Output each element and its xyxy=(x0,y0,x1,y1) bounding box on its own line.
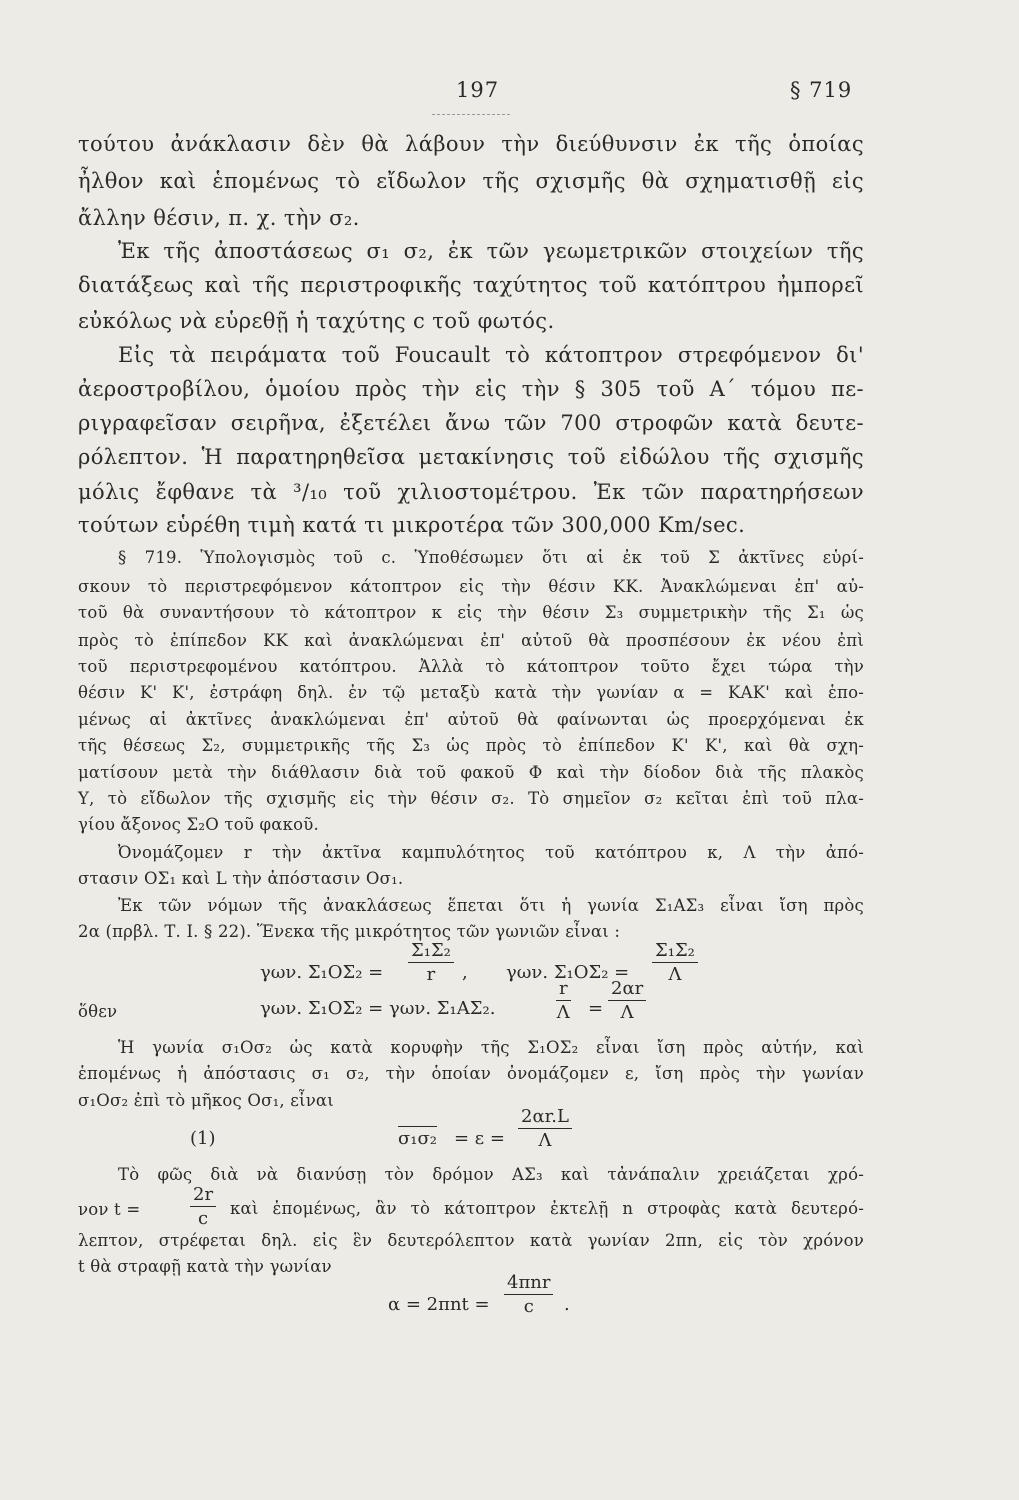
equation-angle-lambda: γων. Σ₁ΟΣ₂ = xyxy=(506,962,630,983)
distance-s1s2-wrap xyxy=(398,1130,437,1148)
final-period: . xyxy=(564,1294,570,1315)
text-line: Τὸ φῶς διὰ νὰ διανύσῃ τὸν δρόμον ΑΣ₃ καὶ τἀνάπαλιν χρειάζεται χρό- xyxy=(118,1165,864,1184)
text-line: Υ, τὸ εἴδωλον τῆς σχισμῆς εἰς τὴν θέσιν σ₂. Τὸ σημεῖον σ₂ κεῖται ἐπὶ τοῦ πλα- xyxy=(78,789,864,808)
numerator: Σ₁Σ₂ xyxy=(652,942,698,963)
text-line: ἑπομένως ἡ ἀπόστασις σ₁ σ₂, τὴν ὁποίαν ὀνομάζομεν ε, ἴση πρὸς τὴν γωνίαν xyxy=(78,1064,864,1083)
text-line: σ₁Οσ₂ ἐπὶ τὸ μῆκος Οσ₁, εἶναι xyxy=(78,1091,334,1110)
section-719-heading: § 719. Ὑπολογισμὸς τοῦ c. Ὑποθέσωμεν ὅτι αἱ ἐκ τοῦ Σ ἀκτῖνες εὑρί- xyxy=(118,548,864,567)
denominator: Λ xyxy=(556,1002,570,1023)
text-line: Ἐκ τῶν νόμων τῆς ἀνακλάσεως ἕπεται ὅτι ἡ γωνία Σ₁ΑΣ₃ εἶναι ἴση πρὸς xyxy=(118,896,864,915)
text-line: καὶ ἑπομένως, ἂν τὸ κάτοπτρον ἐκτελῇ n στροφὰς κατὰ δευτερό- xyxy=(230,1199,864,1218)
comma: , xyxy=(462,962,468,983)
numerator: Σ₁Σ₂ xyxy=(408,942,454,963)
fraction-s1s2-over-lambda xyxy=(652,942,698,984)
text-line: ἦλθον καὶ ἑπομένως τὸ εἴδωλον τῆς σχισμῆς θὰ σχηματισθῇ εἰς xyxy=(78,169,864,193)
text-line: τοῦ θὰ συναντήσουν τὸ κάτοπτρον κ εἰς τὴν θέσιν Σ₃ συμμετρικὴν τῆς Σ₁ ὡς xyxy=(78,603,864,622)
text-line: Εἰς τὰ πειράματα τοῦ Foucault τὸ κάτοπτρον στρεφόμενον δι' xyxy=(118,343,864,367)
denominator: c xyxy=(523,1296,534,1317)
text-line: τούτων εὑρέθη τιμὴ κατά τι μικροτέρα τῶν 300,000 Km/sec. xyxy=(78,513,746,537)
text-line: τῆς θέσεως Σ₂, συμμετρικῆς τῆς Σ₃ ὡς πρὸς τὸ ἐπίπεδον Κ' Κ', καὶ θὰ σχη- xyxy=(78,736,864,755)
fraction-r-over-lambda xyxy=(556,980,571,1022)
text-line: Ὀνομάζομεν r τὴν ἀκτῖνα καμπυλότητος τοῦ κατόπτρου κ, Λ τὴν ἀπό- xyxy=(118,843,864,862)
text-line: Ἡ γωνία σ₁Οσ₂ ὡς κατὰ κορυφὴν τῆς Σ₁ΟΣ₂ εἶναι ἴση πρὸς αὐτήν, καὶ xyxy=(118,1038,864,1057)
text-line: εὐκόλως νὰ εὑρεθῇ ἡ ταχύτης c τοῦ φωτός. xyxy=(78,309,555,333)
text-line: ἄλλην θέσιν, π. χ. τὴν σ₂. xyxy=(78,206,360,230)
text-line: μόλις ἔφθανε τὰ ³/₁₀ τοῦ χιλιοστομέτρου. Ἐκ τῶν παρατηρήσεων xyxy=(78,480,864,504)
text-line: ρόλεπτον. Ἡ παρατηρηθεῖσα μετακίνησις τοῦ εἰδώλου τῆς σχισμῆς xyxy=(78,445,864,469)
denominator: Λ xyxy=(538,1130,552,1151)
equals-epsilon: = ε = xyxy=(454,1128,505,1149)
text-line: πρὸς τὸ ἐπίπεδον ΚΚ καὶ ἀνακλώμεναι ἐπ' αὐτοῦ θὰ προσπέσουν ἐκ νέου ἐπὶ xyxy=(78,631,864,650)
fraction-2r-over-c xyxy=(190,1186,216,1228)
text-line: ἀεροστροβίλου, ὁμοίου πρὸς τὴν εἰς τὴν § 305 τοῦ Α΄ τόμου πε- xyxy=(78,377,864,401)
text-line: σκουν τὸ περιστρεφόμενον κάτοπτρον εἰς τὴν θέσιν ΚΚ. Ἀνακλώμεναι ἐπ' αὐ- xyxy=(78,577,864,596)
numerator: 2αr xyxy=(608,980,646,1001)
fraction-2ar-over-lambda xyxy=(608,980,646,1022)
text-line: τούτου ἀνάκλασιν δὲν θὰ λάβουν τὴν διεύθυνσιν ἐκ τῆς ὁποίας xyxy=(78,132,864,156)
text-line: t θὰ στραφῇ κατὰ τὴν γωνίαν xyxy=(78,1257,332,1276)
distance-s1s2: σ₁σ₂ xyxy=(398,1128,438,1149)
text-line: λεπτον, στρέφεται δηλ. εἰς ἓν δευτερόλεπτον κατὰ γωνίαν 2πn, εἰς τὸν χρόνον xyxy=(78,1231,864,1250)
text-line: στασιν ΟΣ₁ καὶ L τὴν ἀπόστασιν Οσ₁. xyxy=(78,869,404,888)
text-line: ματίσουν μετὰ τὴν διάθλασιν διὰ τοῦ φακοῦ Φ καὶ τὴν δίοδον διὰ τῆς πλακὸς xyxy=(78,763,864,782)
equation-combined: γων. Σ₁ΟΣ₂ = γων. Σ₁ΑΣ₂. xyxy=(260,998,496,1019)
text-line: Ἐκ τῆς ἀποστάσεως σ₁ σ₂, ἐκ τῶν γεωμετρικῶν στοιχείων τῆς xyxy=(118,239,864,263)
numerator: 2αr.L xyxy=(518,1108,572,1129)
text-line: διατάξεως καὶ τῆς περιστροφικῆς ταχύτητος τοῦ κατόπτρου ἠμπορεῖ xyxy=(78,273,864,297)
numerator: 2r xyxy=(190,1186,216,1207)
text-line: θέσιν Κ' Κ', ἐστράφη δηλ. ἐν τῷ μεταξὺ κατὰ τὴν γωνίαν α = ΚΑΚ' καὶ ἑπο- xyxy=(78,683,864,702)
text-line: γίου ἄξονος Σ₂Ο τοῦ φακοῦ. xyxy=(78,815,319,834)
text-line: ριγραφεῖσαν σειρῆνα, ἐξετέλει ἄνω τῶν 700 στροφῶν κατὰ δευτε- xyxy=(78,411,864,435)
section-header: § 719 xyxy=(790,78,853,102)
header-rule xyxy=(432,114,510,115)
equation-label: (1) xyxy=(190,1128,216,1149)
text-line: τοῦ περιστρεφομένου κατόπτρου. Ἀλλὰ τὸ κάτοπτρον τοῦτο ἔχει τώρα τὴν xyxy=(78,657,864,676)
equation-alpha: α = 2πnt = xyxy=(388,1294,490,1315)
time-prefix: νον t = xyxy=(78,1200,141,1219)
numerator: r xyxy=(556,980,571,1001)
text-line: μένως αἱ ἀκτῖνες ἀνακλώμεναι ἐπ' αὐτοῦ θὰ φαίνωνται ὡς προερχόμεναι ἐκ xyxy=(78,710,864,729)
text-line: 2α (πρβλ. Τ. Ι. § 22). Ἕνεκα τῆς μικρότητος τῶν γωνιῶν εἶναι : xyxy=(78,922,621,941)
equation-angle-r: γων. Σ₁ΟΣ₂ = xyxy=(260,962,384,983)
page-number: 197 xyxy=(456,78,500,102)
fraction-s1s2-over-r xyxy=(408,942,454,984)
fraction-4pinr-over-c xyxy=(504,1274,553,1316)
numerator: 4πnr xyxy=(504,1274,553,1295)
denominator: r xyxy=(426,964,436,985)
denominator: c xyxy=(197,1208,209,1229)
equals-sign: = xyxy=(588,998,604,1019)
fraction-2arL-over-lambda xyxy=(518,1108,572,1150)
denominator: Λ xyxy=(620,1002,634,1023)
hothen-label: ὅθεν xyxy=(78,1002,118,1021)
denominator: Λ xyxy=(668,964,682,985)
